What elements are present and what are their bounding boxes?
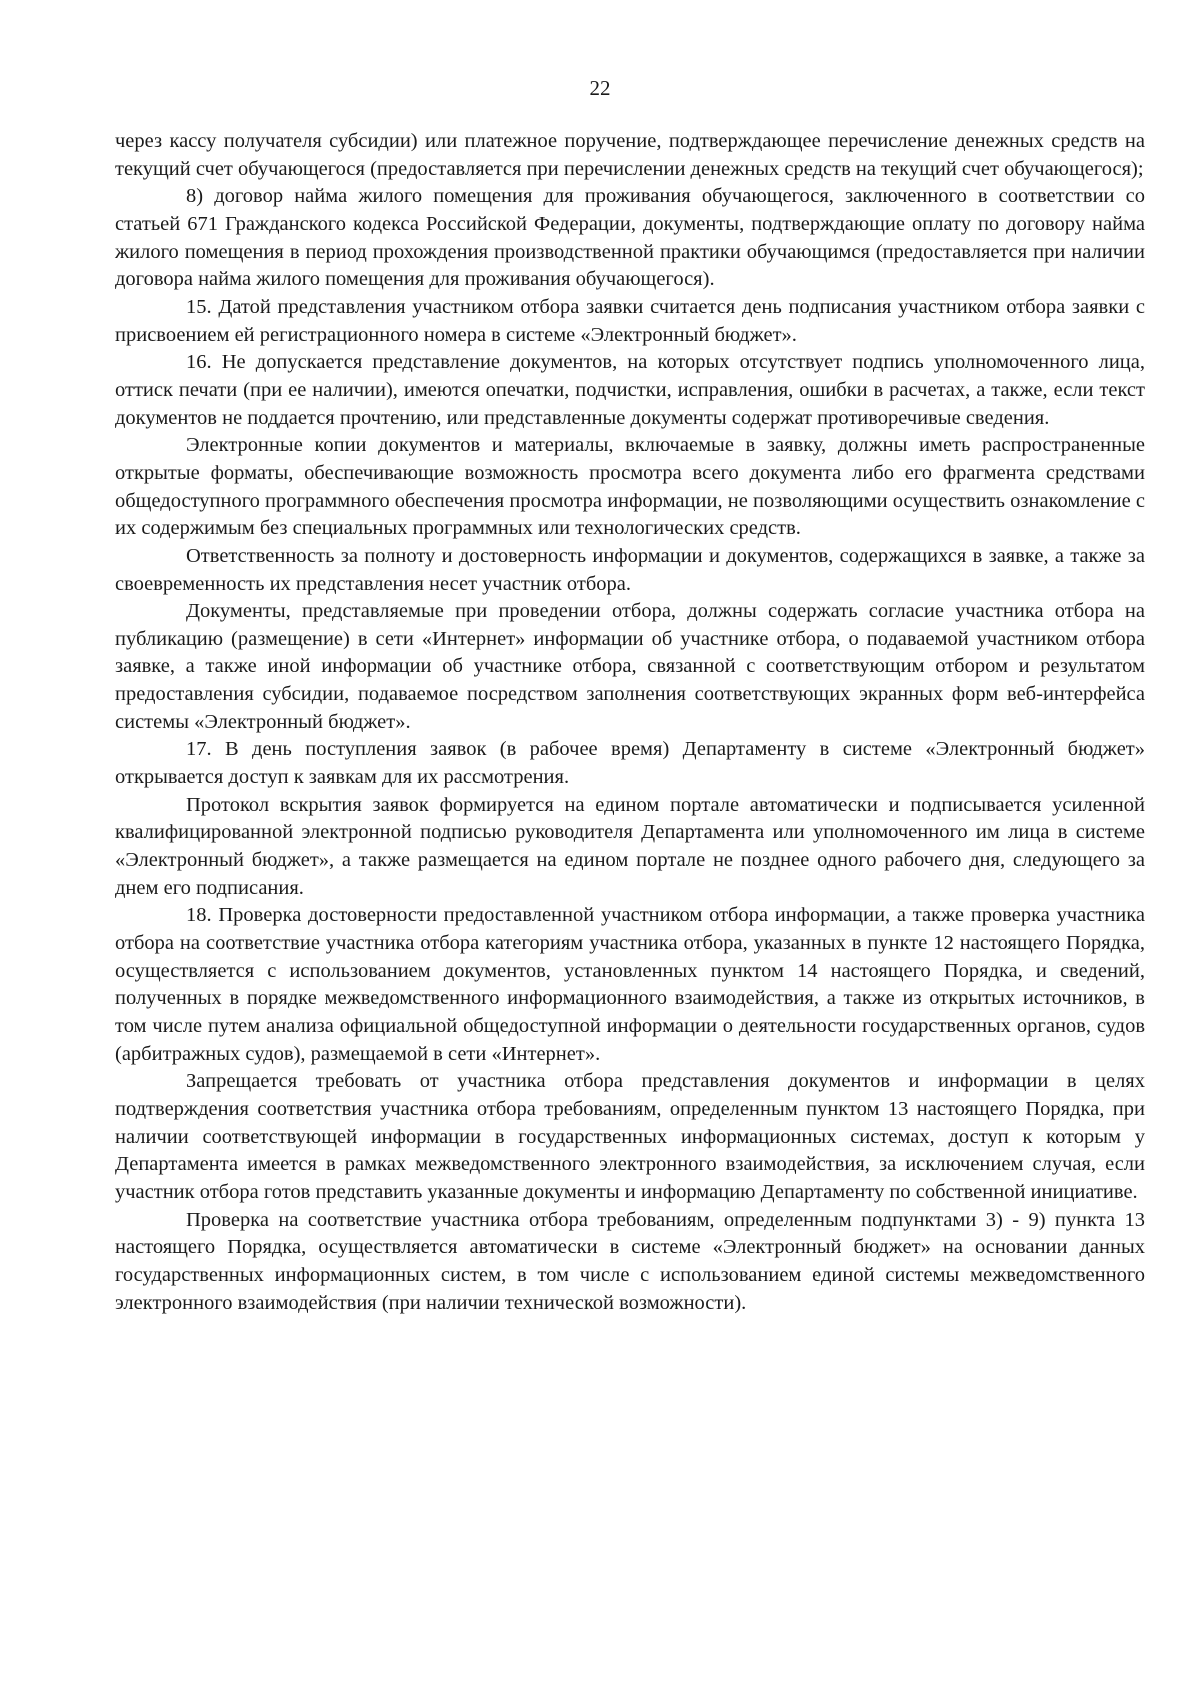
paragraph: Проверка на соответствие участника отбора требованиям, определенным подпунктами 3) - 9) пункта 13 настоящего Порядка, осуществляется автоматически в системе «Электронный бюджет» на основании данных государственных информационных систем, в том числе с использованием единой системы межведомственного электронного взаимодействия (при наличии технической возможности).	[115, 1208, 1145, 1314]
paragraph: Документы, представляемые при проведении отбора, должны содержать согласие участника отбора на публикацию (размещение) в сети «Интернет» информации об участнике отбора, о подаваемой участником отбора заявке, а также иной информации об участнике отбора, связанной с соответствующим отбором и результатом предоставления субсидии, подаваемое посредством заполнения соответствующих экранных форм веб-интерфейса системы «Электронный бюджет».	[115, 600, 1145, 733]
paragraph: Ответственность за полноту и достоверность информации и документов, содержащихся в заявке, а также за своевременность их представления несет участник отбора.	[115, 544, 1145, 595]
paragraph: 8) договор найма жилого помещения для проживания обучающегося, заключенного в соответствии со статьей 671 Гражданского кодекса Российской Федерации, документы, подтверждающие оплату по договору найма жилого помещения в период прохождения производственной практики обучающимся (предоставляется при наличии договора найма жилого помещения для проживания обучающегося).	[115, 185, 1145, 291]
paragraph: через кассу получателя субсидии) или платежное поручение, подтверждающее перечисление денежных средств на текущий счет обучающегося (предоставляется при перечислении денежных средств на текущий счет обучающегося);	[115, 130, 1145, 180]
page-number: 22	[589, 76, 611, 100]
paragraph: Запрещается требовать от участника отбора представления документов и информации в целях подтверждения соответствия участника отбора требованиям, определенным пунктом 13 настоящего Порядка, при наличии соответствующей информации в государственных информационных системах, доступ к которым у Департамента имеется в рамках межведомственного электронного взаимодействия, за исключением случая, если участник отбора готов представить указанные документы и информацию Департаменту по собственной инициативе.	[115, 1070, 1145, 1203]
paragraph: 18. Проверка достоверности предоставленной участником отбора информации, а также проверка участника отбора на соответствие участника отбора категориям участника отбора, указанных в пункте 12 настоящего Порядка, осуществляется с использованием документов, установленных пунктом 14 настоящего Порядка, и сведений, полученных в порядке межведомственного информационного взаимодействия, а также из открытых источников, в том числе путем анализа официальной общедоступной информации о деятельности государственных органов, судов (арбитражных судов), размещаемой в сети «Интернет».	[115, 904, 1145, 1065]
paragraph: 15. Датой представления участником отбора заявки считается день подписания участником отбора заявки с присвоением ей регистрационного номера в системе «Электронный бюджет».	[115, 295, 1145, 346]
paragraph: Электронные копии документов и материалы, включаемые в заявку, должны иметь распространенные открытые форматы, обеспечивающие возможность просмотра всего документа либо его фрагмента средствами общедоступного программного обеспечения просмотра информации, не позволяющими осуществить ознакомление с их содержимым без специальных программных или технологических средств.	[115, 434, 1145, 540]
document-body	[115, 128, 1145, 1317]
paragraph: 16. Не допускается представление документов, на которых отсутствует подпись уполномоченного лица, оттиск печати (при ее наличии), имеются опечатки, подчистки, исправления, ошибки в расчетах, а также, если текст документов не поддается прочтению, или представленные документы содержат противоречивые сведения.	[115, 351, 1145, 429]
paragraph: 17. В день поступления заявок (в рабочее время) Департаменту в системе «Электронный бюджет» открывается доступ к заявкам для их рассмотрения.	[115, 738, 1145, 789]
paragraph: Протокол вскрытия заявок формируется на едином портале автоматически и подписывается усиленной квалифицированной электронной подписью руководителя Департамента или уполномоченного им лица в системе «Электронный бюджет», а также размещается на едином портале не позднее одного рабочего дня, следующего за днем его подписания.	[115, 793, 1145, 899]
